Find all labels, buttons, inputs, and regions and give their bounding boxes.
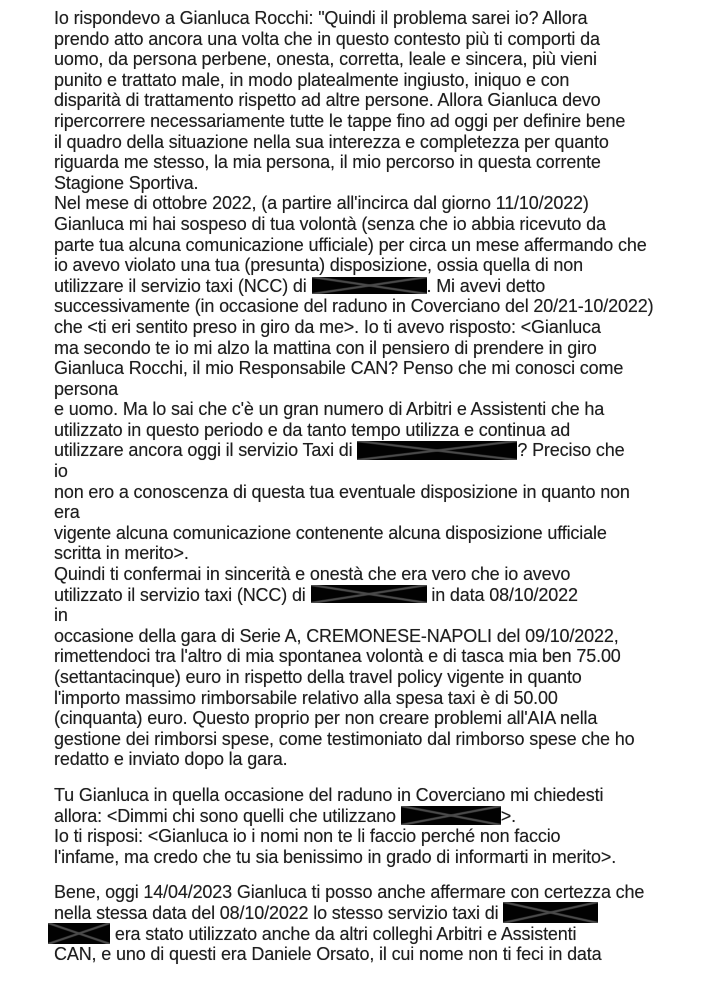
text-segment: ? Preciso che (517, 440, 625, 461)
text-line (54, 90, 724, 111)
text-segment: io (54, 461, 68, 482)
text-segment: riguarda me stesso, la mia persona, il mio percorso in questa corrente (54, 152, 601, 173)
text-line (54, 847, 724, 868)
text-line (54, 399, 724, 420)
text-segment: Stagione Sportiva. (54, 172, 199, 193)
text-line (54, 605, 724, 626)
text-segment: Bene, oggi 14/04/2023 Gianluca ti posso anche affermare con certezza che (54, 882, 645, 903)
text-segment: uomo, da persona perbene, onesta, corretta, leale e sincera, più vieni (54, 49, 597, 70)
text-line (54, 338, 724, 359)
text-segment: punito e trattato male, in modo platealmente ingiusto, iniquo e con (54, 69, 570, 90)
text-segment: >. (500, 805, 516, 826)
text-segment: Quindi ti confermai in sincerità e onestà che era vero che io avevo (54, 564, 571, 585)
text-line (54, 626, 724, 647)
text-segment: redatto e inviato dopo la gara. (54, 749, 288, 770)
text-line (54, 317, 724, 338)
text-line (54, 132, 724, 153)
text-line (54, 255, 724, 276)
paragraph-gap (54, 770, 724, 785)
text-segment: prendo atto ancora una volta che in questo contesto più ti comporti da (54, 28, 600, 49)
text-line (54, 646, 724, 667)
text-segment: utilizzare il servizio taxi (NCC) di (54, 275, 312, 296)
text-line (54, 70, 724, 91)
text-line (54, 276, 724, 297)
text-segment: Tu Gianluca in quella occasione del raduno in Coverciano mi chiedesti (54, 784, 604, 805)
text-line (54, 358, 724, 379)
text-line (54, 564, 724, 585)
text-segment: in (54, 605, 68, 626)
text-line (54, 173, 724, 194)
text-line (54, 729, 724, 750)
text-segment: vigente alcuna comunicazione contenente alcuna disposizione ufficiale (54, 522, 607, 543)
text-line (54, 49, 724, 70)
document-text (54, 8, 724, 965)
text-segment: . Mi avevi detto (426, 275, 546, 296)
text-segment: il quadro della situazione nella sua interezza e completezza per quanto (54, 131, 609, 152)
text-segment: ma secondo te io mi alzo la mattina con il pensiero di prendere in giro (54, 337, 597, 358)
text-line (54, 543, 724, 564)
text-segment: rimettendoci tra l'altro di mia spontanea volontà e di tasca mia ben 75.00 (54, 646, 621, 667)
text-line (54, 482, 724, 503)
text-segment: utilizzato in questo periodo e da tanto tempo utilizza e continua ad (54, 419, 571, 440)
text-segment: in data 08/10/2022 (426, 584, 578, 605)
text-segment: non ero a conoscenza di questa tua eventuale disposizione in quanto non (54, 481, 630, 502)
text-segment: (cinquanta) euro. Questo proprio per non creare problemi all'AIA nella (54, 708, 598, 729)
text-line (54, 585, 724, 606)
text-line (54, 944, 724, 965)
text-segment: Nel mese di ottobre 2022, (a partire all'incirca dal giorno 11/10/2022) (54, 193, 589, 214)
redaction-box (401, 806, 501, 825)
text-segment: Gianluca mi hai sospeso di tua volontà (senza che io abbia ricevuto da (54, 213, 606, 234)
text-segment: CAN, e uno di questi era Daniele Orsato, il cui nome non ti feci in data (54, 944, 602, 965)
text-segment: allora: <Dimmi chi sono quelli che utilizzano (54, 805, 401, 826)
text-segment: persona (54, 378, 118, 399)
text-line (54, 440, 724, 461)
text-segment: utilizzare ancora oggi il servizio Taxi di (54, 440, 358, 461)
text-segment: io avevo violato una tua (presunta) disposizione, ossia quella di non (54, 255, 583, 276)
text-segment: disparità di trattamento rispetto ad altre persone. Allora Gianluca devo (54, 90, 601, 111)
text-segment: che <ti eri sentito preso in giro da me>. Io ti avevo risposto: <Gianluca (54, 316, 601, 337)
text-line (54, 296, 724, 317)
text-line (54, 785, 724, 806)
text-segment: l'importo massimo rimborsabile relativo alla spesa taxi è di 50.00 (54, 687, 558, 708)
text-segment: ripercorrere necessariamente tutte le tappe fino ad oggi per definire bene (54, 110, 626, 131)
text-line (54, 523, 724, 544)
text-line (54, 461, 724, 482)
text-line (54, 193, 724, 214)
text-segment: era stato utilizzato anche da altri colleghi Arbitri e Assistenti (110, 923, 577, 944)
text-line (54, 903, 724, 924)
text-segment: occasione della gara di Serie A, CREMONESE-NAPOLI del 09/10/2022, (54, 625, 619, 646)
text-segment: utilizzato il servizio taxi (NCC) di (54, 584, 311, 605)
text-line (54, 688, 724, 709)
text-line (54, 8, 724, 29)
text-segment: nella stessa data del 08/10/2022 lo stesso servizio taxi di (54, 902, 504, 923)
text-line (54, 806, 724, 827)
text-line (54, 667, 724, 688)
text-line (54, 826, 724, 847)
redaction-box (312, 277, 427, 294)
text-segment: Gianluca Rocchi, il mio Responsabile CAN? Penso che mi conosci come (54, 358, 624, 379)
redaction-box (357, 441, 517, 460)
text-line (54, 924, 724, 945)
text-segment: (settantacinque) euro in rispetto della travel policy vigente in quanto (54, 667, 582, 687)
text-segment: Io rispondevo a Gianluca Rocchi: "Quindi il problema sarei io? Allora (54, 8, 588, 28)
redaction-box (503, 902, 598, 923)
text-segment: parte tua alcuna comunicazione ufficiale) per circa un mese affermando che (54, 234, 647, 255)
text-segment: gestione dei rimborsi spese, come testimoniato dal rimborso spese che ho (54, 728, 635, 749)
redaction-box (48, 923, 110, 944)
redaction-box (311, 585, 427, 603)
text-segment: era (54, 502, 80, 523)
text-segment: e uomo. Ma lo sai che c'è un gran numero di Arbitri e Assistenti che ha (54, 399, 605, 420)
text-line (54, 708, 724, 729)
paragraph-gap (54, 867, 724, 882)
text-line (54, 882, 724, 903)
text-line (54, 214, 724, 235)
text-line (54, 502, 724, 523)
text-line (54, 749, 724, 770)
text-line (54, 29, 724, 50)
text-segment: successivamente (in occasione del raduno in Coverciano del 20/21-10/2022) (54, 296, 654, 317)
text-segment: scritta in merito>. (54, 543, 189, 564)
text-segment: l'infame, ma credo che tu sia benissimo in grado di informarti in merito>. (54, 846, 617, 867)
text-line (54, 420, 724, 441)
text-line (54, 152, 724, 173)
text-line (54, 379, 724, 400)
text-line (54, 235, 724, 256)
text-line (54, 111, 724, 132)
text-segment: Io ti risposi: <Gianluca io i nomi non te li faccio perché non faccio (54, 826, 561, 847)
